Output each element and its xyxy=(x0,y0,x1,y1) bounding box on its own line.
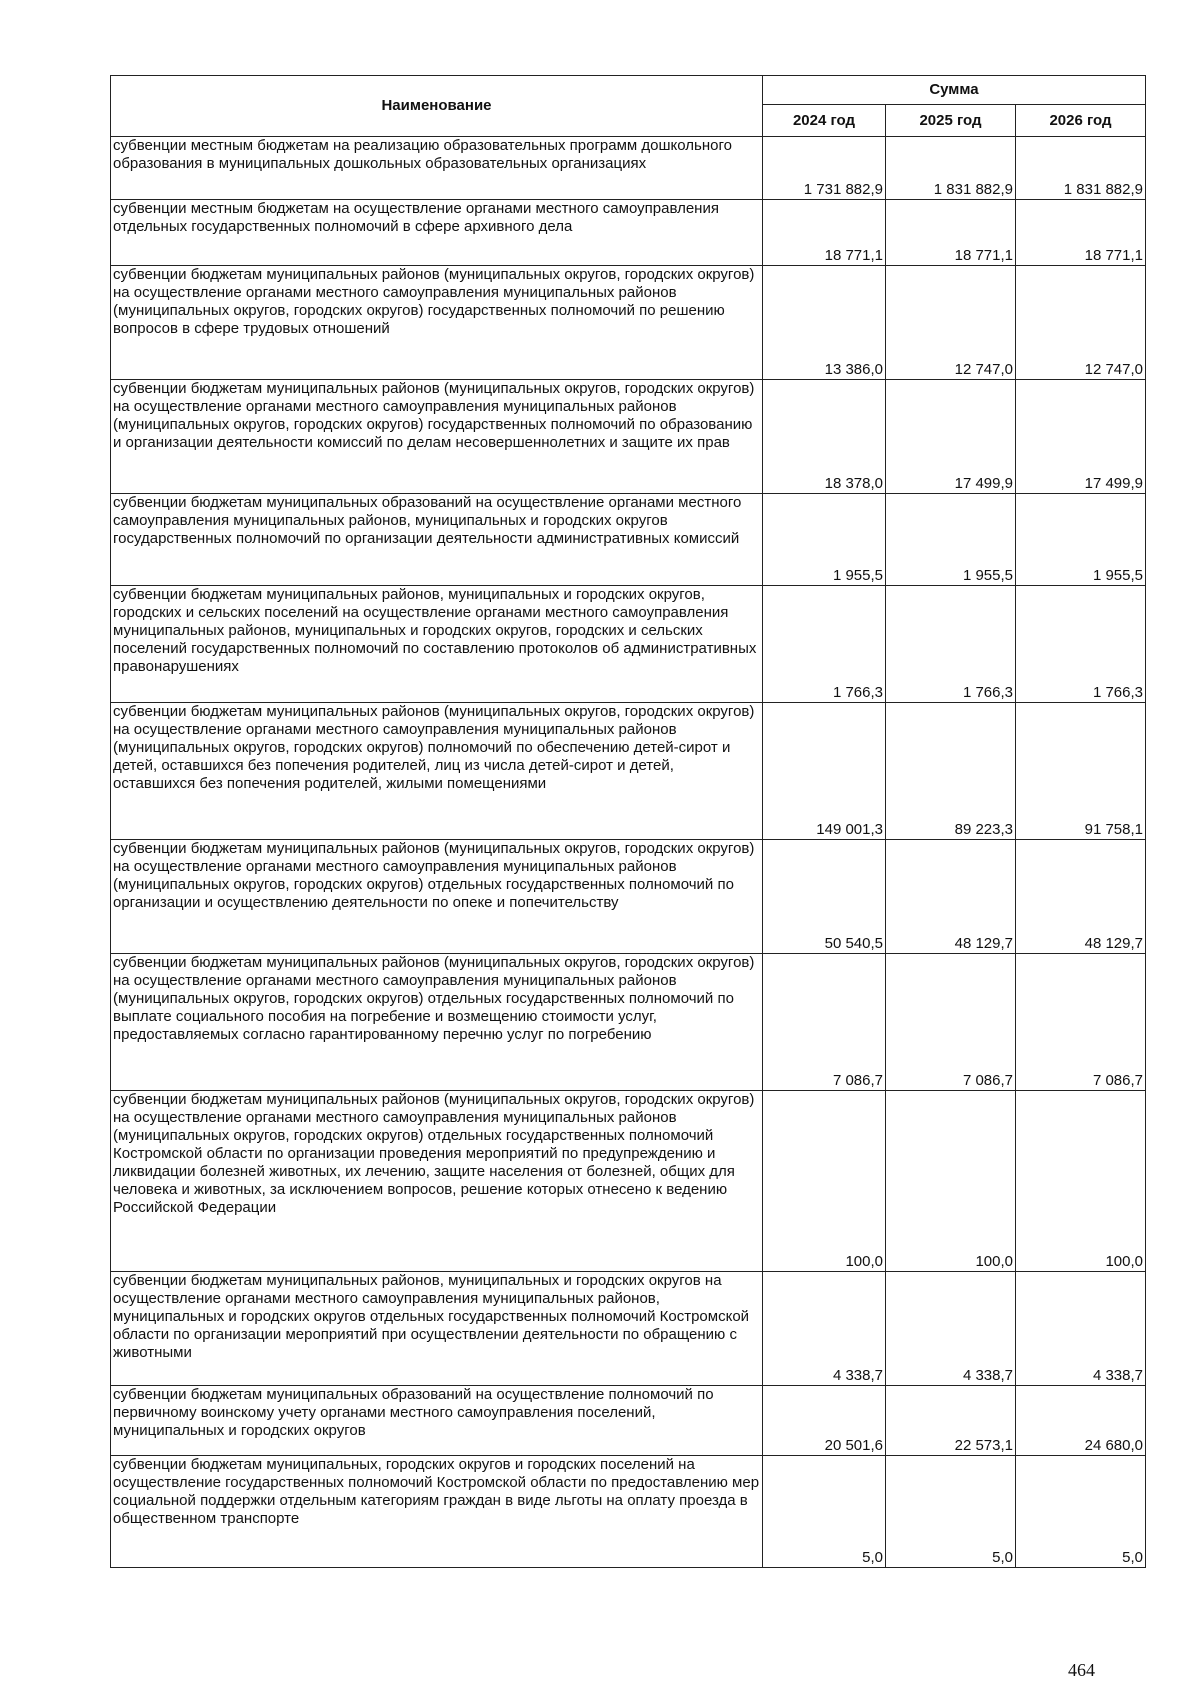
row-name: субвенции бюджетам муниципальных, городских округов и городских поселений на осуществление государственных полномочий Костромской области по предоставлению мер социальной поддержки отдельным категориям граждан в виде льготы на оплату проезда в общественном транспорте xyxy=(111,1456,763,1568)
row-value-2026: 1 831 882,9 xyxy=(1016,137,1146,200)
row-value-2024: 13 386,0 xyxy=(763,266,886,380)
header-year-2025: 2025 год xyxy=(886,105,1016,137)
table-row xyxy=(111,1456,1146,1568)
row-name: субвенции бюджетам муниципальных районов (муниципальных округов, городских округов) на осуществление органами местного самоуправления муниципальных районов (муниципальных округов, городских округов) государственных полномочий по решению вопросов в сфере трудовых отношений xyxy=(111,266,763,380)
table-row xyxy=(111,137,1146,200)
row-value-2025: 7 086,7 xyxy=(886,954,1016,1091)
table-row xyxy=(111,1386,1146,1456)
table-row xyxy=(111,380,1146,494)
row-value-2025: 17 499,9 xyxy=(886,380,1016,494)
row-value-2024: 18 378,0 xyxy=(763,380,886,494)
row-name: субвенции бюджетам муниципальных районов (муниципальных округов, городских округов) на осуществление органами местного самоуправления муниципальных районов (муниципальных округов, городских округов) отдельных государственных полномочий по организации и осуществлению деятельности по опеке и попечительству xyxy=(111,840,763,954)
table-row xyxy=(111,494,1146,586)
row-name: субвенции бюджетам муниципальных районов (муниципальных округов, городских округов) на осуществление органами местного самоуправления муниципальных районов (муниципальных округов, городских округов) отдельных государственных полномочий по выплате социального пособия на погребение и возмещению стоимости услуг, предоставляемых согласно гарантированному перечню услуг по погребению xyxy=(111,954,763,1091)
row-name: субвенции бюджетам муниципальных образований на осуществление органами местного самоуправления муниципальных районов, муниципальных и городских округов государственных полномочий по организации деятельности административных комиссий xyxy=(111,494,763,586)
row-name: субвенции бюджетам муниципальных районов, муниципальных и городских округов на осуществление органами местного самоуправления муниципальных районов, муниципальных и городских округов отдельных государственных полномочий Костромской области по организации мероприятий при осуществлении деятельности по обращению с животными xyxy=(111,1272,763,1386)
row-value-2026: 5,0 xyxy=(1016,1456,1146,1568)
page-number: 464 xyxy=(1068,1660,1095,1680)
row-name: субвенции местным бюджетам на осуществление органами местного самоуправления отдельных государственных полномочий в сфере архивного дела xyxy=(111,200,763,266)
row-value-2026: 12 747,0 xyxy=(1016,266,1146,380)
row-value-2024: 7 086,7 xyxy=(763,954,886,1091)
row-value-2024: 5,0 xyxy=(763,1456,886,1568)
budget-table xyxy=(110,75,1146,1568)
row-value-2026: 91 758,1 xyxy=(1016,703,1146,840)
row-value-2026: 48 129,7 xyxy=(1016,840,1146,954)
header-year-2024: 2024 год xyxy=(763,105,886,137)
table-row xyxy=(111,200,1146,266)
row-value-2025: 22 573,1 xyxy=(886,1386,1016,1456)
row-value-2024: 20 501,6 xyxy=(763,1386,886,1456)
row-value-2025: 18 771,1 xyxy=(886,200,1016,266)
row-value-2024: 1 766,3 xyxy=(763,586,886,703)
row-name: субвенции бюджетам муниципальных районов, муниципальных и городских округов, городских и сельских поселений на осуществление органами местного самоуправления муниципальных районов, муниципальных и городских округов, городских и сельских поселений государственных полномочий по составлению протоколов об административных правонарушениях xyxy=(111,586,763,703)
row-name: субвенции бюджетам муниципальных образований на осуществление полномочий по первичному воинскому учету органами местного самоуправления поселений, муниципальных и городских округов xyxy=(111,1386,763,1456)
row-value-2024: 149 001,3 xyxy=(763,703,886,840)
row-name: субвенции бюджетам муниципальных районов (муниципальных округов, городских округов) на осуществление органами местного самоуправления муниципальных районов (муниципальных округов, городских округов) государственных полномочий по образованию и организации деятельности комиссий по делам несовершеннолетних и защите их прав xyxy=(111,380,763,494)
table-row xyxy=(111,840,1146,954)
row-value-2025: 1 955,5 xyxy=(886,494,1016,586)
row-value-2024: 50 540,5 xyxy=(763,840,886,954)
row-value-2026: 17 499,9 xyxy=(1016,380,1146,494)
row-value-2026: 1 955,5 xyxy=(1016,494,1146,586)
row-value-2025: 4 338,7 xyxy=(886,1272,1016,1386)
row-value-2024: 18 771,1 xyxy=(763,200,886,266)
table-row xyxy=(111,586,1146,703)
header-sum: Сумма xyxy=(763,76,1146,105)
header-name: Наименование xyxy=(111,76,763,137)
row-value-2026: 4 338,7 xyxy=(1016,1272,1146,1386)
row-value-2024: 1 731 882,9 xyxy=(763,137,886,200)
table-row xyxy=(111,954,1146,1091)
row-value-2026: 18 771,1 xyxy=(1016,200,1146,266)
header-year-2026: 2026 год xyxy=(1016,105,1146,137)
row-value-2024: 100,0 xyxy=(763,1091,886,1272)
header-row-top xyxy=(111,76,1146,105)
table-row xyxy=(111,266,1146,380)
row-value-2026: 7 086,7 xyxy=(1016,954,1146,1091)
table-row xyxy=(111,1091,1146,1272)
row-value-2025: 5,0 xyxy=(886,1456,1016,1568)
table-row xyxy=(111,1272,1146,1386)
table-row xyxy=(111,703,1146,840)
row-value-2025: 100,0 xyxy=(886,1091,1016,1272)
row-value-2024: 1 955,5 xyxy=(763,494,886,586)
row-value-2025: 12 747,0 xyxy=(886,266,1016,380)
row-value-2025: 1 766,3 xyxy=(886,586,1016,703)
row-value-2025: 89 223,3 xyxy=(886,703,1016,840)
row-value-2026: 1 766,3 xyxy=(1016,586,1146,703)
row-value-2024: 4 338,7 xyxy=(763,1272,886,1386)
row-value-2025: 48 129,7 xyxy=(886,840,1016,954)
row-value-2026: 24 680,0 xyxy=(1016,1386,1146,1456)
row-name: субвенции бюджетам муниципальных районов (муниципальных округов, городских округов) на осуществление органами местного самоуправления муниципальных районов (муниципальных округов, городских округов) отдельных государственных полномочий Костромской области по организации проведения мероприятий по предупреждению и ликвидации болезней животных, их лечению, защите населения от болезней, общих для человека и животных, за исключением вопросов, решение которых отнесено к ведению Российской Федерации xyxy=(111,1091,763,1272)
row-value-2026: 100,0 xyxy=(1016,1091,1146,1272)
row-name: субвенции бюджетам муниципальных районов (муниципальных округов, городских округов) на осуществление органами местного самоуправления муниципальных районов (муниципальных округов, городских округов) полномочий по обеспечению детей-сирот и детей, оставшихся без попечения родителей, лиц из числа детей-сирот и детей, оставшихся без попечения родителей, жилыми помещениями xyxy=(111,703,763,840)
row-name: субвенции местным бюджетам на реализацию образовательных программ дошкольного образования в муниципальных дошкольных образовательных организациях xyxy=(111,137,763,200)
row-value-2025: 1 831 882,9 xyxy=(886,137,1016,200)
